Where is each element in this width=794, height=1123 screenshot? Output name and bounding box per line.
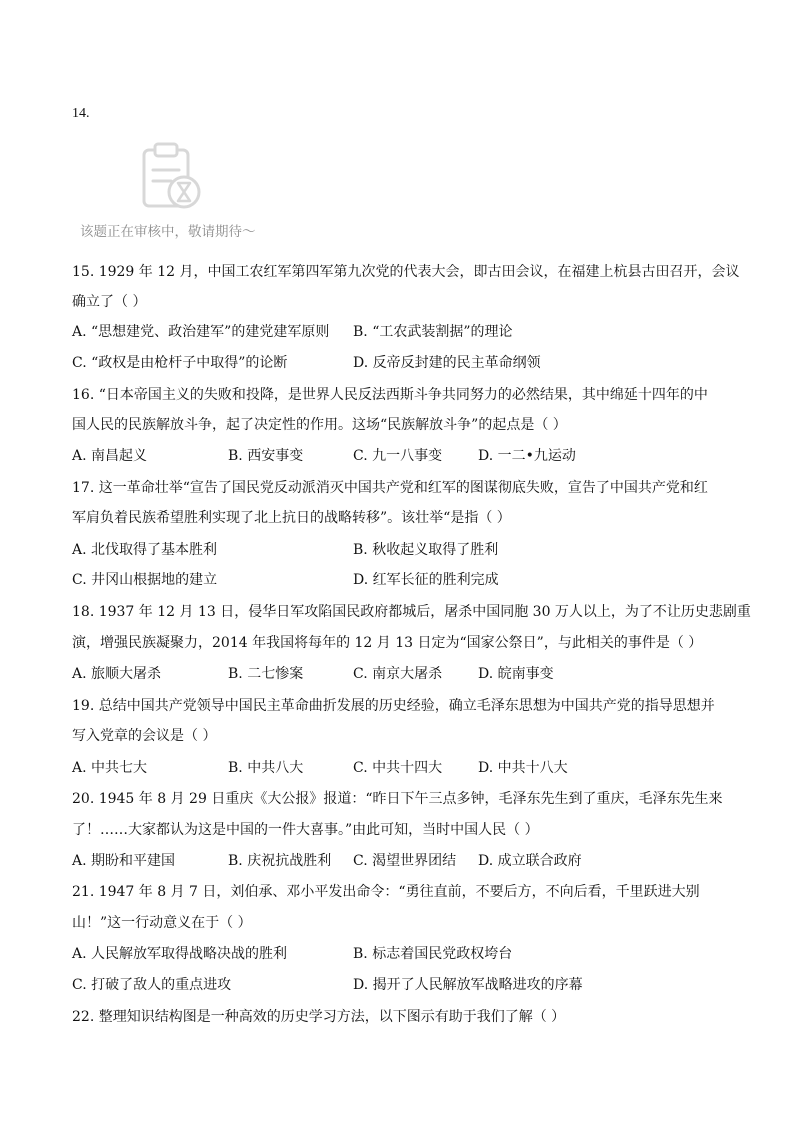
question-21-option-c: C. 打破了敌人的重点进攻 (72, 977, 232, 993)
question-21-option-d: D. 揭开了人民解放军战略进攻的序幕 (353, 977, 583, 993)
question-20-stem-line2: 了！……大家都认为这是中国的一件大喜事。”由此可知，当时中国人民（ ） (72, 822, 539, 838)
review-notice: 该题正在审核中，敬请期待～ (80, 224, 256, 240)
question-22-stem-line1: 22. 整理知识结构图是一种高效的历史学习方法，以下图示有助于我们了解（ ） (72, 1009, 566, 1025)
question-21-stem-line1: 21. 1947 年 8 月 7 日，刘伯承、邓小平发出命令：“勇往直前，不要后方，不向后看，千里跃进大别 (72, 884, 700, 900)
question-16-option-b: B. 西安事变 (228, 448, 304, 464)
question-17-option-a: A. 北伐取得了基本胜利 (72, 542, 218, 558)
question-15-option-c: C. “政权是由枪杆子中取得”的论断 (72, 355, 288, 371)
question-16-option-a: A. 南昌起义 (72, 448, 148, 464)
question-19-option-a: A. 中共七大 (72, 760, 148, 776)
question-17-option-d: D. 红军长征的胜利完成 (353, 572, 499, 588)
question-18-stem-line2: 演，增强民族凝聚力，2014 年我国将每年的 12 月 13 日定为“国家公祭日”，与此相关的事件是（ ） (72, 635, 703, 651)
question-20-stem-line1: 20. 1945 年 8 月 29 日重庆《大公报》报道：“昨日下午三点多钟，毛泽东先生到了重庆，毛泽东先生来 (72, 791, 723, 807)
question-19-stem-line1: 19. 总结中国共产党领导中国民主革命曲折发展的历史经验，确立毛泽东思想为中国共产党的指导思想并 (72, 698, 715, 714)
question-15-stem-line2: 确立了（ ） (72, 294, 147, 310)
question-14-number: 14. (72, 106, 90, 121)
question-18-option-a: A. 旅顺大屠杀 (72, 666, 162, 682)
question-17-stem-line1: 17. 这一革命壮举“宣告了国民党反动派消灭中国共产党和红军的图谋彻底失败，宣告了中国共产党和红 (72, 480, 708, 496)
question-19-option-b: B. 中共八大 (228, 760, 304, 776)
question-15-stem-line1: 15. 1929 年 12 月，中国工农红军第四军第九次党的代表大会，即古田会议，在福建上杭县古田召开，会议 (72, 264, 740, 280)
question-17-option-b: B. 秋收起义取得了胜利 (353, 542, 499, 558)
question-17-option-c: C. 井冈山根据地的建立 (72, 572, 218, 588)
question-20-option-c: C. 渴望世界团结 (353, 853, 457, 869)
question-20-option-a: A. 期盼和平建国 (72, 853, 176, 869)
question-19-option-c: C. 中共十四大 (353, 760, 443, 776)
question-16-option-d: D. 一二•九运动 (478, 448, 576, 464)
question-19-option-d: D. 中共十八大 (478, 760, 568, 776)
question-15-option-b: B. “工农武装割据”的理论 (353, 324, 513, 340)
question-21-option-b: B. 标志着国民党政权垮台 (353, 946, 513, 962)
review-placeholder (72, 140, 282, 244)
question-19-stem-line2: 写入党章的会议是（ ） (72, 728, 217, 744)
question-18-stem-line1: 18. 1937 年 12 月 13 日，侵华日军攻陷国民政府都城后，屠杀中国同胞 30 万人以上，为了不让历史悲剧重 (72, 604, 751, 620)
question-16-stem-line1: 16. “日本帝国主义的失败和投降，是世界人民反法西斯斗争共同努力的必然结果，其中绵延十四年的中 (72, 387, 708, 403)
question-18-option-b: B. 二七惨案 (228, 666, 304, 682)
question-20-option-d: D. 成立联合政府 (478, 853, 582, 869)
question-21-option-a: A. 人民解放军取得战略决战的胜利 (72, 946, 288, 962)
question-20-option-b: B. 庆祝抗战胜利 (228, 853, 332, 869)
question-16-option-c: C. 九一八事变 (353, 448, 443, 464)
question-18-option-c: C. 南京大屠杀 (353, 666, 443, 682)
clipboard-hourglass-icon (138, 140, 210, 216)
question-21-stem-line2: 山！”这一行动意义在于（ ） (72, 915, 252, 931)
question-18-option-d: D. 皖南事变 (478, 666, 554, 682)
question-17-stem-line2: 军肩负着民族希望胜利实现了北上抗日的战略转移”。该壮举“是指（ ） (72, 510, 511, 526)
question-16-stem-line2: 国人民的民族解放斗争，起了决定性的作用。这场“民族解放斗争”的起点是（ ） (72, 417, 567, 433)
question-15-option-d: D. 反帝反封建的民主革命纲领 (353, 355, 541, 371)
question-15-option-a: A. “思想建党、政治建军”的建党建军原则 (72, 324, 330, 340)
